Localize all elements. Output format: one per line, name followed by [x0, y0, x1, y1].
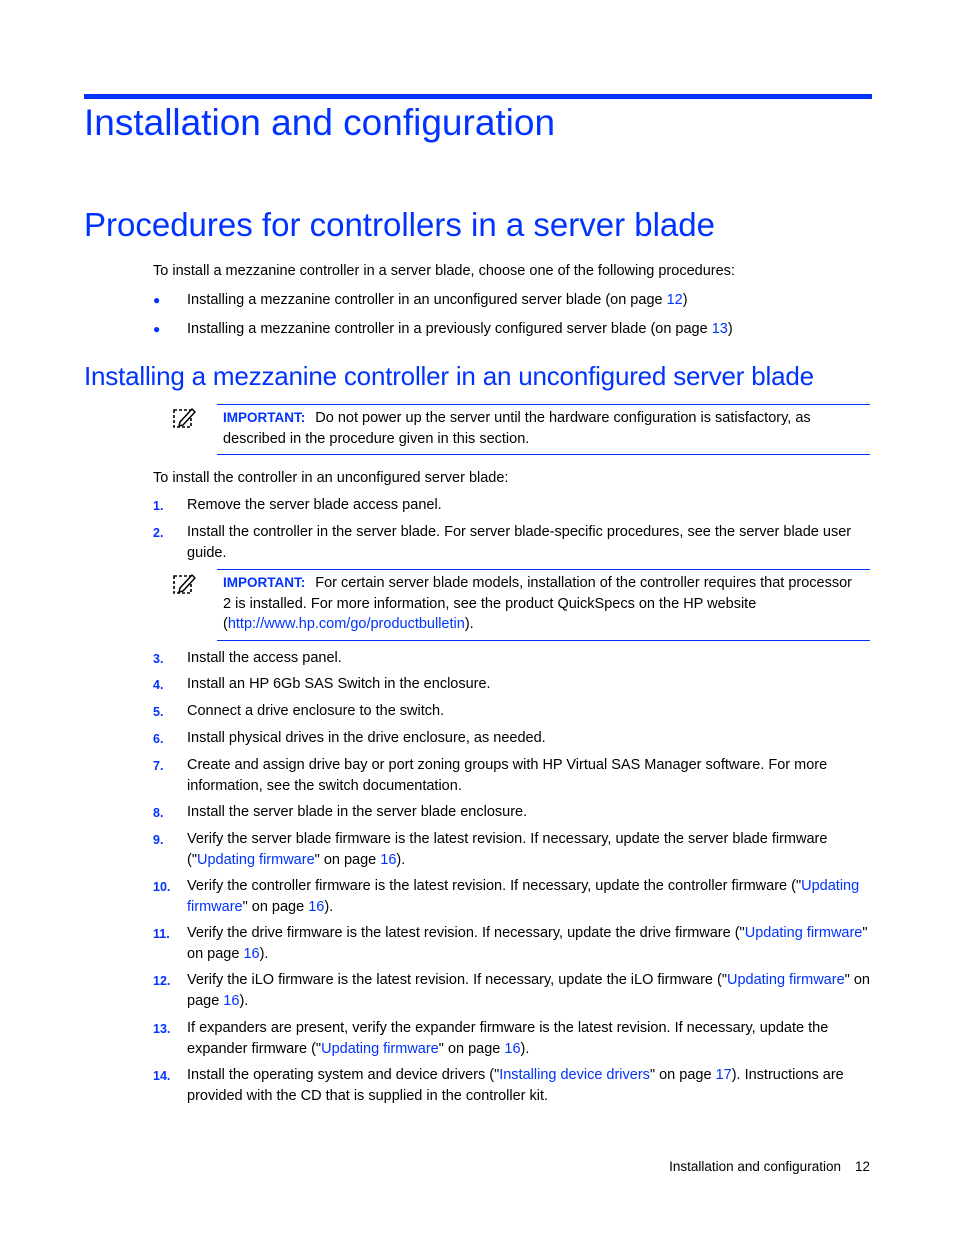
- section-title: Procedures for controllers in a server blade: [84, 206, 715, 243]
- step-number: 11.: [153, 927, 170, 941]
- chapter-title: Installation and configuration: [84, 102, 556, 143]
- note-label: IMPORTANT:: [223, 575, 306, 590]
- page-link[interactable]: 17: [715, 1067, 732, 1083]
- step-number: 10.: [153, 880, 171, 894]
- subsection-title: Installing a mezzanine controller in an unconfigured server blade: [84, 361, 814, 391]
- step-number: 7.: [153, 759, 164, 773]
- step-number: 12.: [153, 974, 171, 988]
- footer-section: Installation and configuration: [669, 1159, 841, 1174]
- note-text: Do not power up the server until the hardware configuration is satisfactory, as described in the procedure given in this section.: [223, 410, 811, 447]
- step-number: 8.: [153, 806, 164, 820]
- important-note-icon: [172, 406, 196, 430]
- step-number: 3.: [153, 652, 164, 666]
- updating-firmware-link[interactable]: Updating firmware: [321, 1040, 439, 1057]
- updating-firmware-link[interactable]: Updating firmware: [744, 925, 863, 941]
- page-link[interactable]: 13: [711, 321, 728, 337]
- step-number: 1.: [153, 499, 164, 513]
- footer-page-number: 12: [854, 1159, 870, 1174]
- bullet-dot-icon: ●: [153, 293, 161, 307]
- installing-device-drivers-link[interactable]: Installing device drivers: [499, 1067, 650, 1083]
- hp-website-link[interactable]: http://www.hp.com/go/productbulletin: [227, 616, 465, 632]
- updating-firmware-link[interactable]: Updating firmware: [196, 851, 315, 868]
- page-link[interactable]: 16: [504, 1040, 521, 1057]
- step-number: 14.: [153, 1069, 171, 1083]
- important-note-icon: [172, 572, 196, 596]
- step-number: 2.: [153, 526, 164, 540]
- step-number: 9.: [153, 833, 164, 847]
- page-link[interactable]: 16: [243, 945, 260, 962]
- page-footer: [669, 1159, 870, 1174]
- updating-firmware-link[interactable]: Updating firmware: [726, 972, 845, 988]
- steps-intro: To install the controller in an unconfigured server blade:: [153, 470, 509, 486]
- step-number: 13.: [153, 1022, 171, 1036]
- intro-paragraph: To install a mezzanine controller in a server blade, choose one of the following procedures:: [153, 263, 735, 279]
- note-label: IMPORTANT:: [223, 410, 306, 425]
- updating-firmware-link[interactable]: Updating firmware: [187, 878, 860, 915]
- top-rule: [84, 94, 872, 99]
- step-number: 5.: [153, 705, 164, 719]
- page-link[interactable]: 16: [308, 898, 325, 915]
- step-number: 4.: [153, 678, 164, 692]
- page-link[interactable]: 16: [223, 992, 240, 1009]
- page-link[interactable]: 12: [666, 292, 683, 308]
- important-note: IMPORTANT: For certain server blade models, installation of the controller requires that processor 2 is installed. For more information, see the product QuickSpecs on the HP website (http://www.hp.com/go/productbulletin).: [217, 569, 870, 641]
- page-link[interactable]: 16: [380, 851, 397, 868]
- important-note: [217, 404, 870, 455]
- step-number: 6.: [153, 732, 164, 746]
- bullet-dot-icon: ●: [153, 322, 161, 336]
